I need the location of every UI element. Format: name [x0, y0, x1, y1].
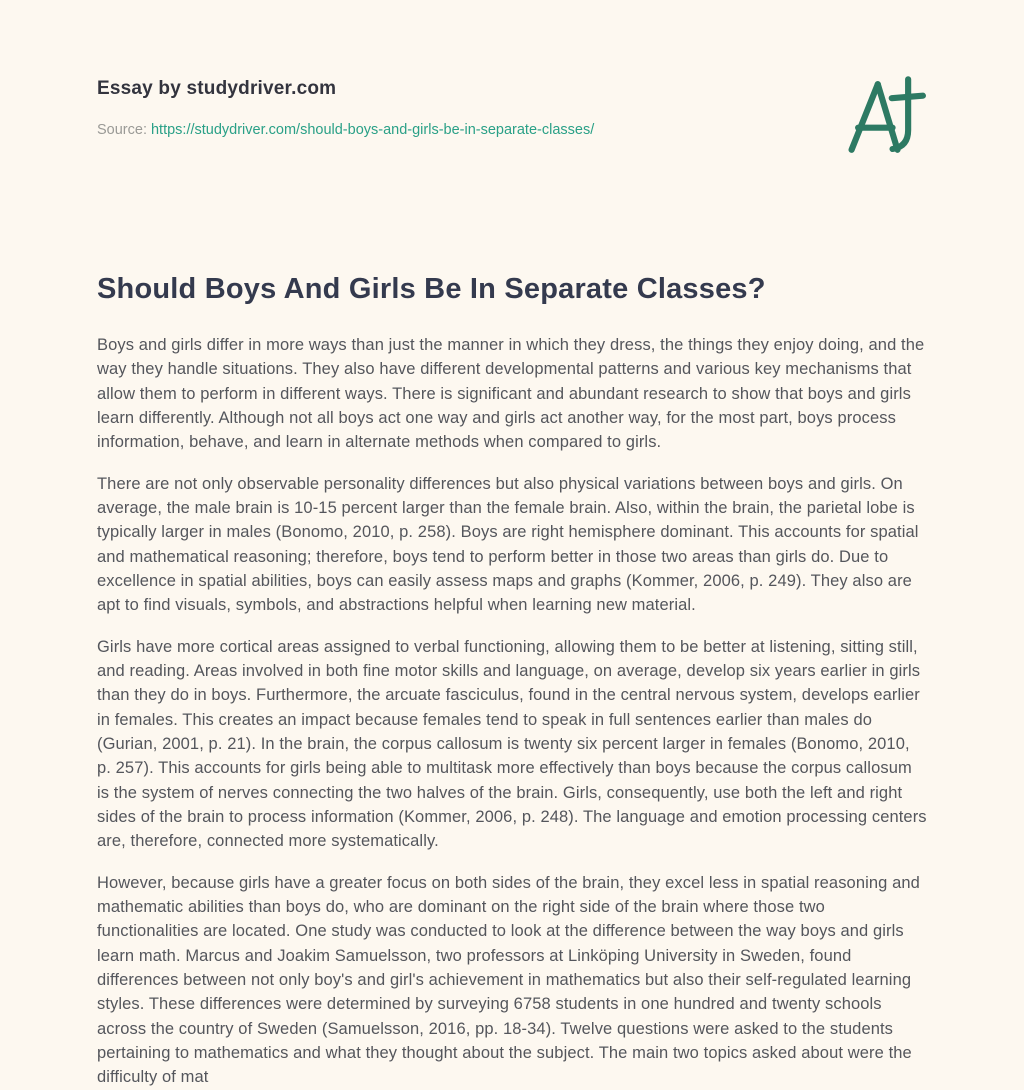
header-text [97, 78, 594, 138]
source-line [97, 122, 594, 138]
essay-paragraph: Girls have more cortical areas assigned to verbal functioning, allowing them to be better at listening, sitting still, and reading. Areas involved in both fine motor skills and language, on average, develop six years earlier in girls than they do in boys. Furthermore, the arcuate fasciculus, found in the central nervous system, develops earlier in females. This creates an impact because females tend to speak in full sentences earlier than males do (Gurian, 2001, p. 21). In the brain, the corpus callosum is twenty six percent larger in females (Bonomo, 2010, p. 257). This accounts for girls being able to multitask more effectively than boys because the corpus callosum is the system of nerves connecting the two halves of the brain. Girls, consequently, use both the left and right sides of the brain to process information (Kommer, 2006, p. 248). The language and emotion processing centers are, therefore, connected more systematically. [97, 637, 927, 851]
source-label: Source: [97, 122, 147, 138]
essay-paragraph: However, because girls have a greater focus on both sides of the brain, they excel less in spatial reasoning and mathematic abilities than boys do, who are dominant on the right side of the brain where those two functionalities are located. One study was conducted to look at the difference between the way boys and girls learn math. Marcus and Joakim Samuelsson, two professors at Linköping University in Sweden, found differences between not only boy's and girl's achievement in mathematics but also their self-regulated learning styles. These differences were determined by surveying 6758 students in one hundred and twenty schools across the country of Sweden (Samuelsson, 2016, pp. 18-34). Twelve questions were asked to the students pertaining to mathematics and what they thought about the subject. The main two topics asked about were the difficulty of mat [97, 873, 920, 1087]
essay-paragraph: Boys and girls differ in more ways than just the manner in which they dress, the things they enjoy doing, and the way they handle situations. They also have different developmental patterns and various key mechanisms that allow them to perform in different ways. There is significant and abundant research to show that boys and girls learn differently. Although not all boys act one way and girls act another way, for the most part, boys process information, behave, and learn in alternate methods when compared to girls. [97, 336, 925, 452]
byline: Essay by studydriver.com [97, 78, 337, 99]
source-url-link[interactable]: https://studydriver.com/should-boys-and-girls-be-in-separate-classes/ [150, 122, 595, 138]
page-header [97, 78, 927, 167]
essay-content [97, 273, 927, 1090]
essay-body [97, 333, 927, 1090]
studydriver-logo-icon [845, 72, 927, 167]
essay-paragraph: There are not only observable personality differences but also physical variations between boys and girls. On average, the male brain is 10-15 percent larger than the female brain. Also, within the brain, the parietal lobe is typically larger in males (Bonomo, 2010, p. 258). Boys are right hemisphere dominant. This accounts for spatial and mathematical reasoning; therefore, boys tend to perform better in those two areas than girls do. Due to excellence in spatial abilities, boys can easily assess maps and graphs (Kommer, 2006, p. 249). They also are apt to find visuals, symbols, and abstractions helpful when learning new material. [97, 474, 919, 615]
essay-title: Should Boys And Girls Be In Separate Classes? [97, 273, 766, 305]
